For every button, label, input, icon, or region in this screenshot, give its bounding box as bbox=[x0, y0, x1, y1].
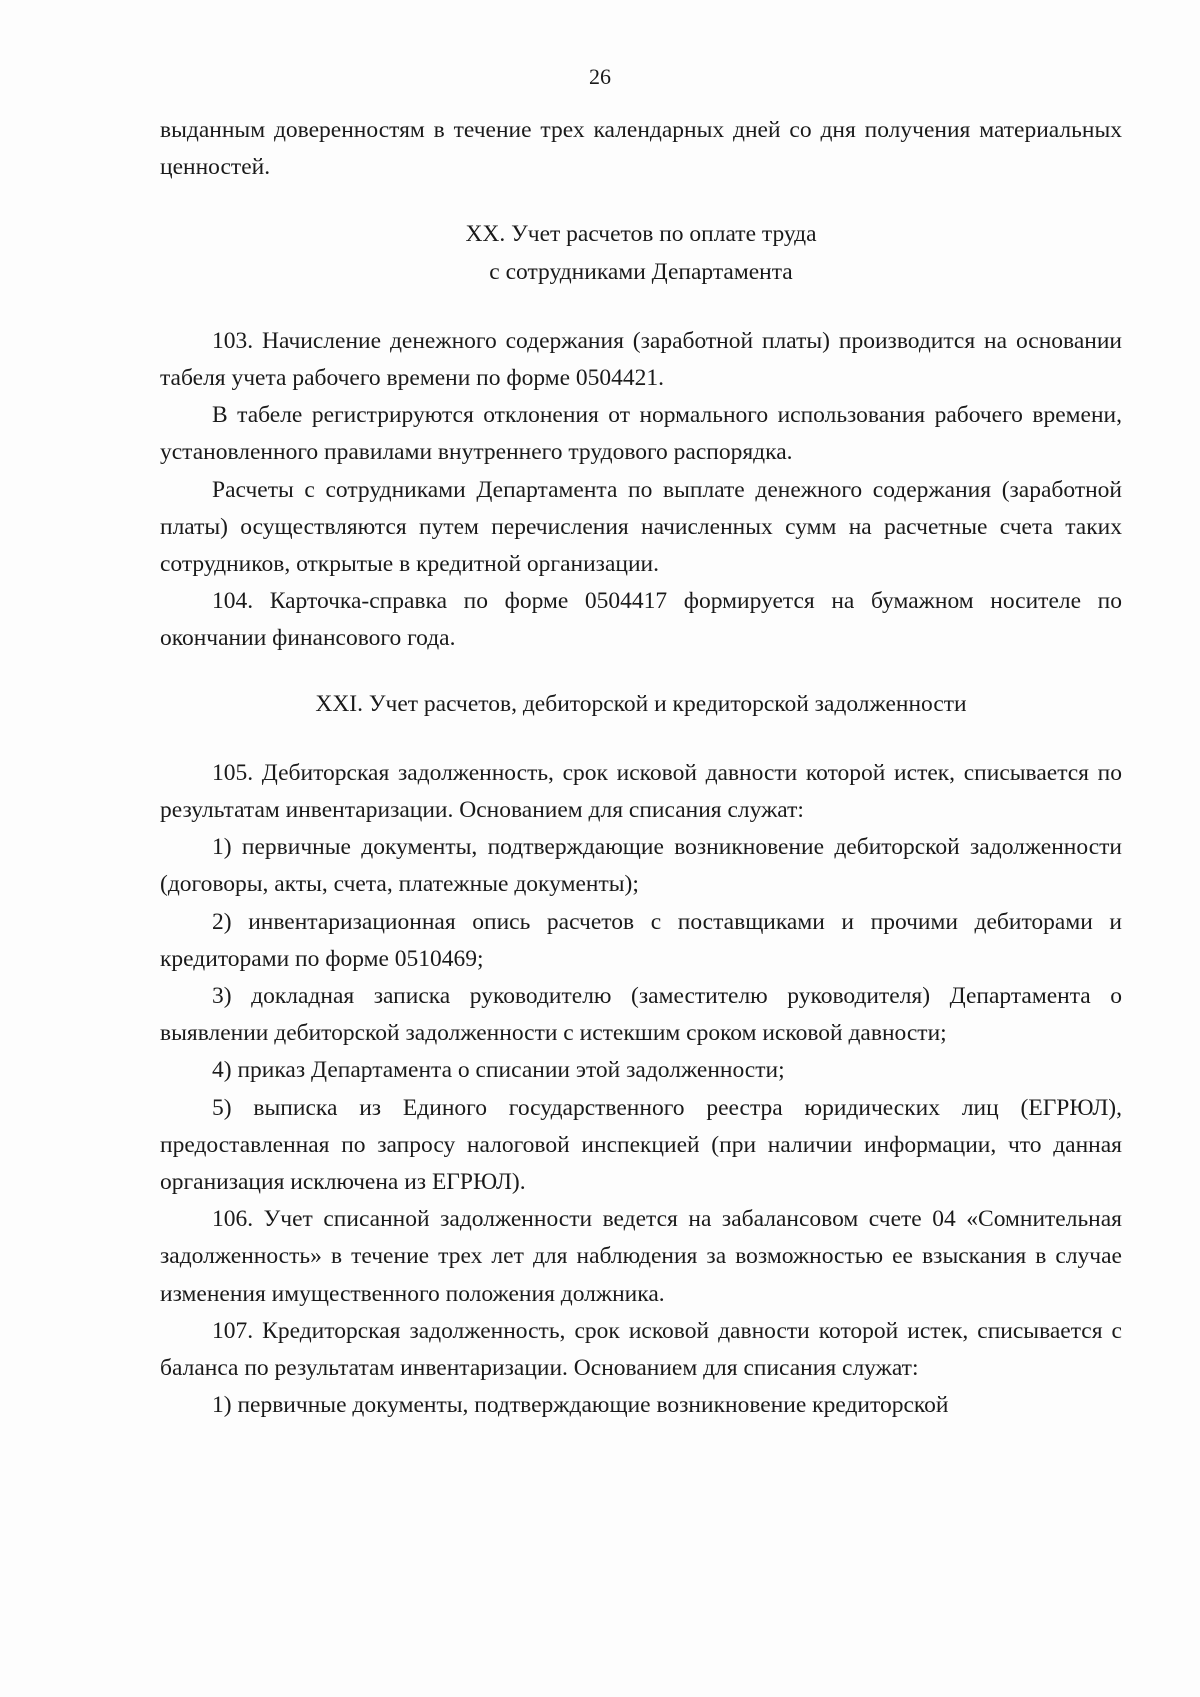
section-title-line: XX. Учет расчетов по оплате труда bbox=[465, 221, 817, 248]
list-item: 4) приказ Департамента о списании этой задолженности; bbox=[212, 1057, 785, 1084]
section-xxi-body bbox=[160, 755, 1122, 1425]
section-xx-body bbox=[160, 323, 1122, 658]
continuation-paragraph: выданным доверенностям в течение трех календарных дней со дня получения материальных ценностей. bbox=[160, 117, 1122, 181]
list-item: 1) первичные документы, подтверждающие возникновение дебиторской задолженности (договоры, акты, счета, платежные документы); bbox=[160, 834, 1122, 898]
paragraph: 105. Дебиторская задолженность, срок исковой давности которой истек, списывается по результатам инвентаризации. Основанием для списания служат: bbox=[160, 759, 1122, 824]
paragraph: 106. Учет списанной задолженности ведется на забалансовом счете 04 «Сомнительная задолженность» в течение трех лет для наблюдения за возможностью ее взыскания в случае изменения имущественного положения должника. bbox=[160, 1206, 1122, 1307]
list-item: 3) докладная записка руководителю (заместителю руководителя) Департамента о выявлении дебиторской задолженности с истекшим сроком исковой давности; bbox=[160, 983, 1122, 1047]
paragraph: В табеле регистрируются отклонения от нормального использования рабочего времени, установленного правилами внутреннего трудового распорядка. bbox=[160, 402, 1122, 466]
page-number: 26 bbox=[589, 64, 611, 89]
paragraph: 107. Кредиторская задолженность, срок исковой давности которой истек, списывается с баланса по результатам инвентаризации. Основанием для списания служат: bbox=[160, 1317, 1122, 1382]
paragraph: 104. Карточка-справка по форме 0504417 формируется на бумажном носителе по окончании финансового года. bbox=[160, 588, 1122, 652]
list-item: 1) первичные документы, подтверждающие возникновение кредиторской bbox=[212, 1392, 949, 1419]
section-heading-xxi: XXI. Учет расчетов, дебиторской и кредиторской задолженности bbox=[315, 690, 967, 717]
list-item: 5) выписка из Единого государственного реестра юридических лиц (ЕГРЮЛ), предоставленная по запросу налоговой инспекцией (при наличии информации, что данная организация исключена из ЕГРЮЛ). bbox=[160, 1094, 1122, 1196]
paragraph: 103. Начисление денежного содержания (заработной платы) производится на основании табеля учета рабочего времени по форме 0504421. bbox=[160, 327, 1122, 392]
paragraph: Расчеты с сотрудниками Департамента по выплате денежного содержания (заработной платы) осуществляются путем перечисления начисленных сумм на расчетные счета таких сотрудников, открытые в кредитной организации. bbox=[160, 476, 1122, 578]
list-item: 2) инвентаризационная опись расчетов с поставщиками и прочими дебиторами и кредиторами по форме 0510469; bbox=[160, 908, 1122, 972]
section-title-line: с сотрудниками Департамента bbox=[489, 258, 793, 285]
document-body bbox=[160, 112, 1122, 1425]
section-heading-xx bbox=[160, 216, 1122, 290]
